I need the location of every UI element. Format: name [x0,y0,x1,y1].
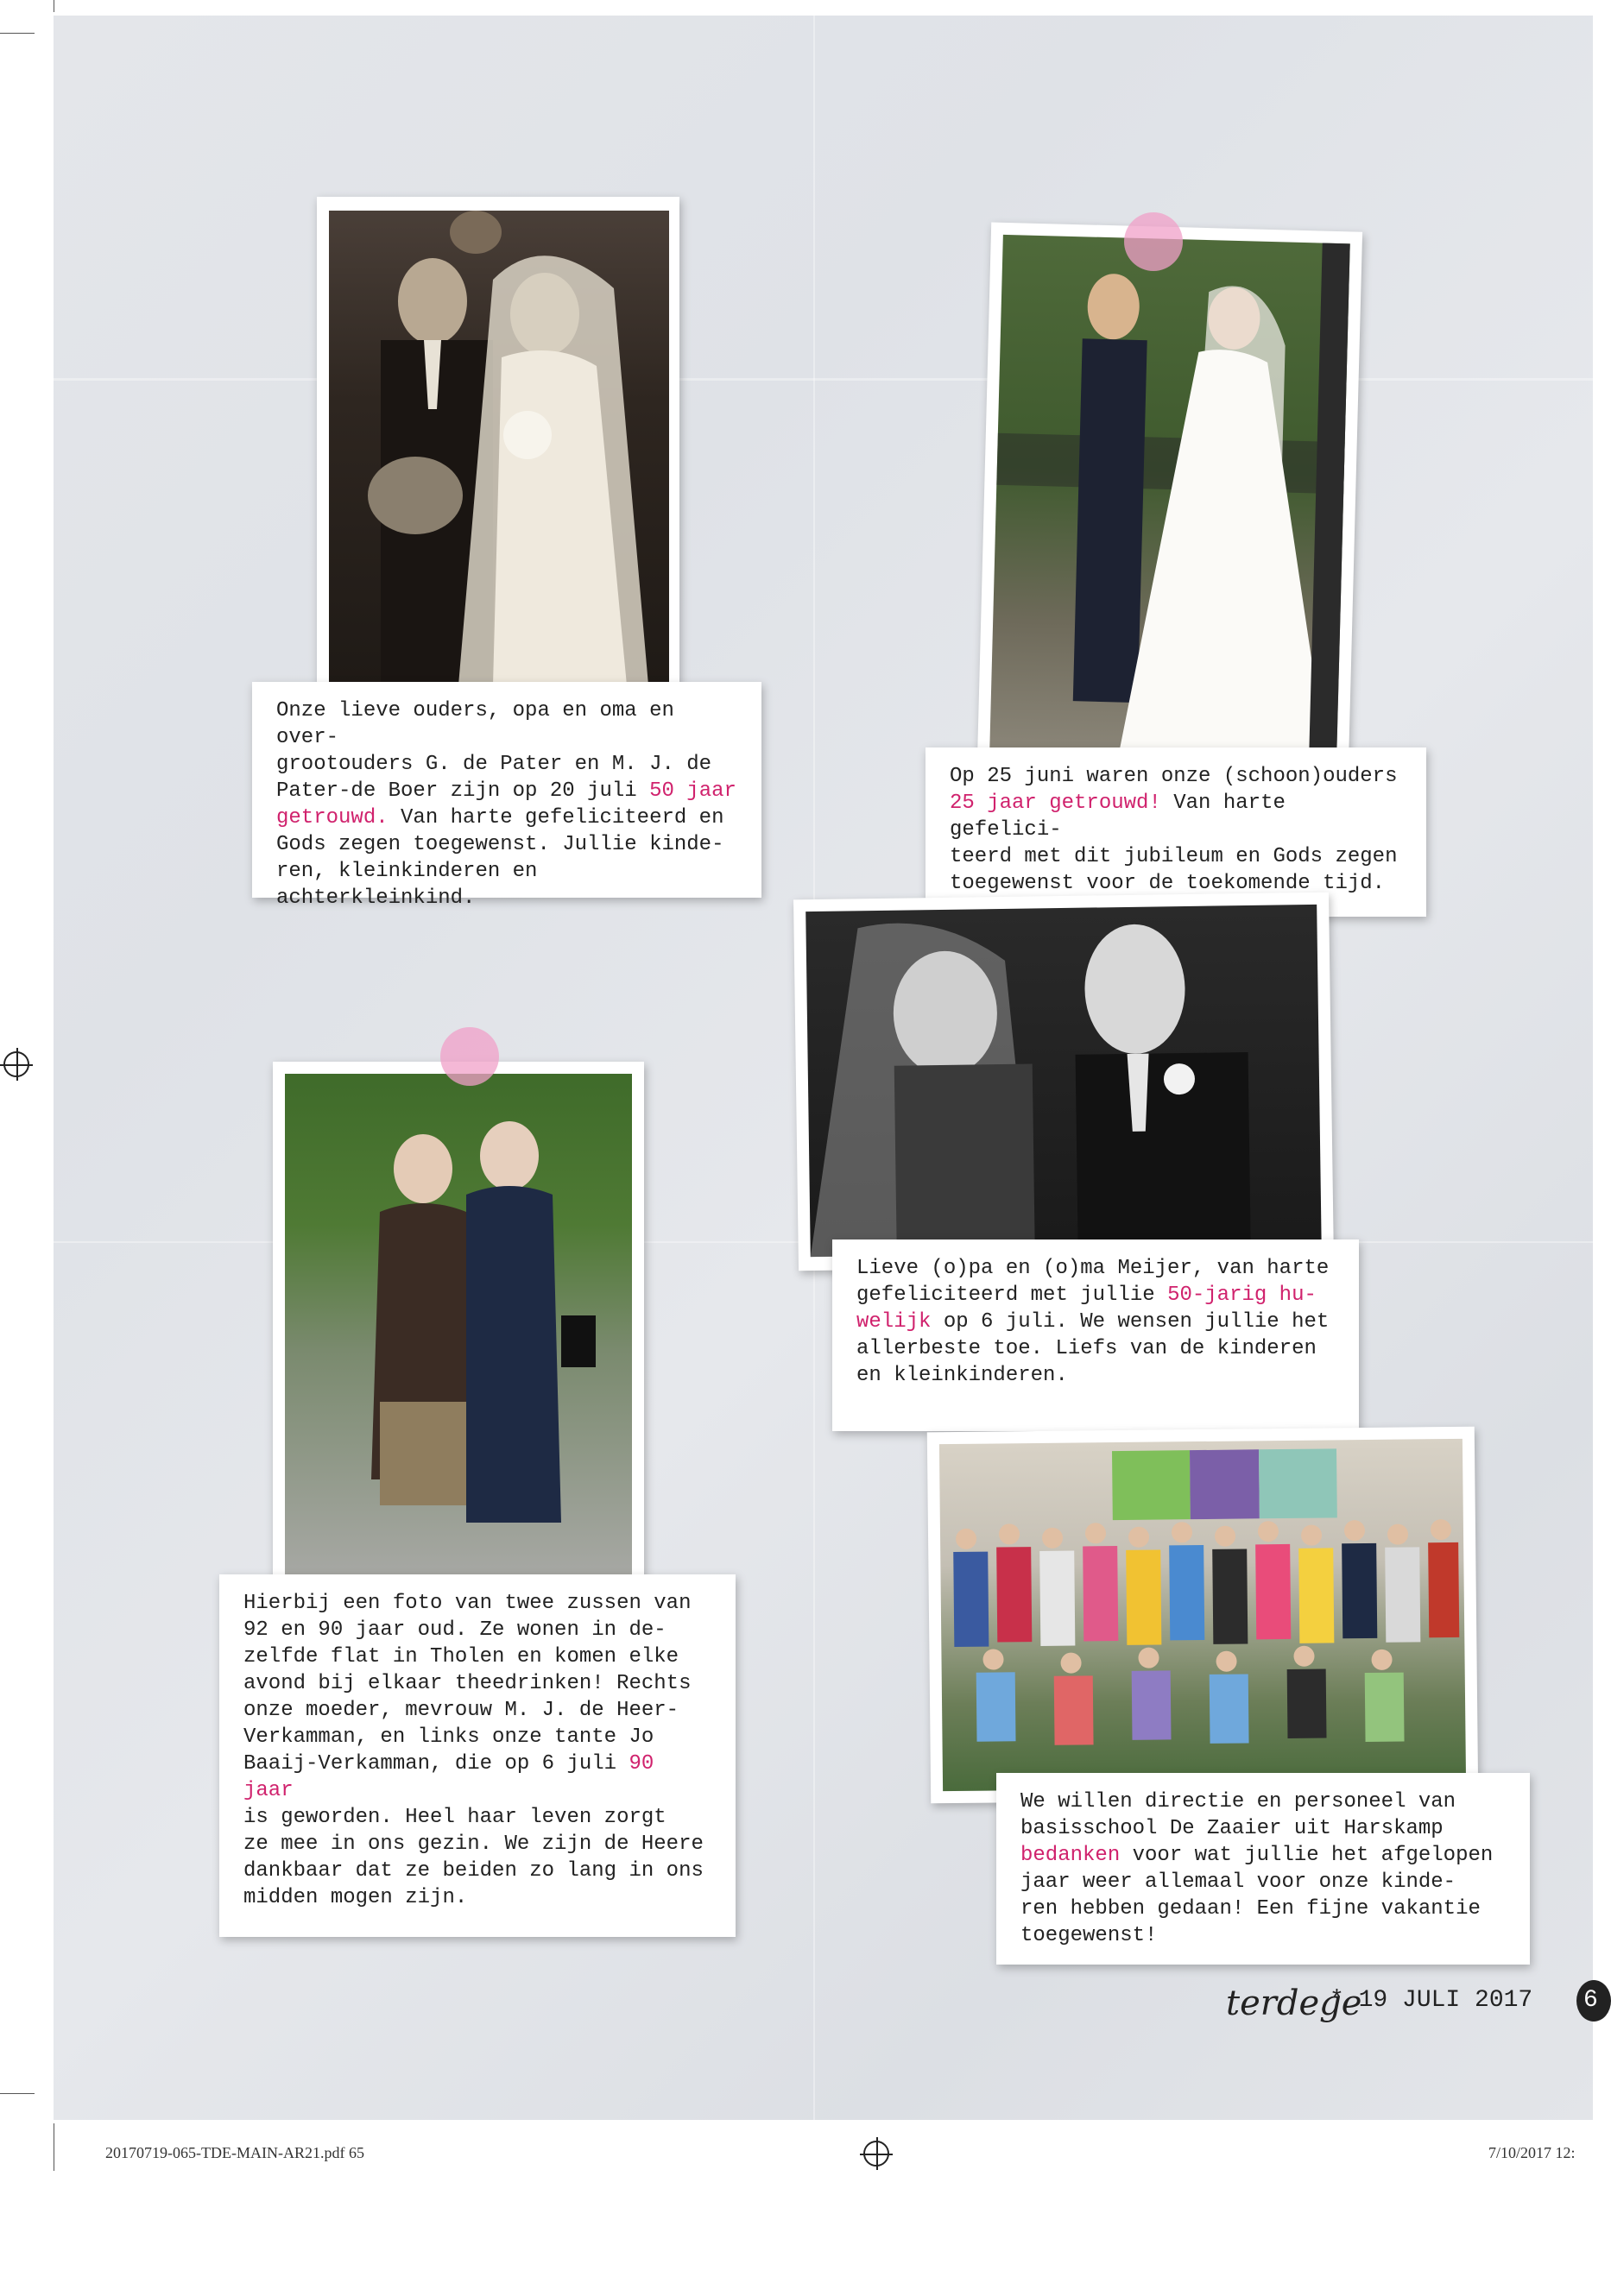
note-line: Op 25 juni waren onze (schoon)ouders [950,765,1398,788]
wedding-couple-illustration [329,211,669,685]
highlight-text: 50 jaar [649,779,736,803]
note-school [996,1773,1530,1965]
photo-meijer-wedding [793,893,1334,1271]
highlight-text: getrouwd. [276,806,389,829]
note-text: Van harte gefeliciteerd en [388,806,724,829]
pink-pin [440,1027,499,1086]
note-line: We willen directie en personeel van [1020,1790,1456,1813]
magazine-brand: terdege [1226,1984,1362,2023]
sisters-photo-image [285,1074,632,1576]
note-line [950,790,1402,843]
note-line: toegewenst voor de toekomende tijd. [950,872,1386,895]
note-text: voor wat jullie het afgelopen [1120,1844,1494,1867]
note-line: 92 en 90 jaar oud. Ze wonen in de- [243,1618,667,1642]
note-line: Hierbij een foto van twee zussen van [243,1592,692,1615]
note-line: is geworden. Heel haar leven zorgt [243,1806,667,1829]
note-line [276,778,737,804]
note-line: zelfde flat in Tholen en komen elke [243,1645,679,1668]
school-group-illustration [939,1439,1466,1791]
note-line: teerd met dit jubileum en Gods zegen [950,845,1398,868]
registration-mark [863,2141,889,2167]
note-zussen [219,1574,736,1937]
note-text: Pater-de Boer zijn op 20 juli [276,779,650,803]
highlight-text: 90 jaar [243,1752,654,1802]
photo-school-staff [927,1427,1478,1804]
print-slug-timestamp: 7/10/2017 12: [1488,2144,1576,2161]
balcony-photo-image [989,235,1349,758]
school-photo-image [939,1439,1466,1791]
note-line [243,1750,711,1804]
note-line: Onze lieve ouders, opa en oma en over- [276,699,674,749]
sisters-illustration [285,1074,632,1576]
note-line: dankbaar dat ze beiden zo lang in ons [243,1859,704,1883]
note-line [856,1282,1335,1309]
registration-mark [3,1051,29,1077]
note-line [1020,1842,1506,1869]
wedding-photo-image [329,211,669,685]
photo-sisters [273,1062,644,1588]
note-line: onze moeder, mevrouw M. J. de Heer- [243,1699,679,1722]
note-text: op 6 juli. We wensen jullie het [931,1310,1330,1334]
crop-mark [0,33,35,34]
note-schoonouders [926,747,1426,917]
note-line: basisschool De Zaaier uit Harskamp [1020,1817,1444,1840]
highlight-text: welijk [856,1310,932,1334]
note-text: Van harte gefelici- [950,792,1286,842]
note-line: grootouders G. de Pater en M. J. de [276,753,712,776]
note-pater [252,682,761,910]
note-line: jaar weer allemaal voor onze kinde- [1020,1870,1456,1894]
note-line: allerbeste toe. Liefs van de kinderen [856,1337,1317,1360]
page-number: 6 [1576,1980,1611,2022]
balcony-couple-illustration [989,235,1349,758]
crop-mark [0,2093,35,2094]
note-line [276,804,737,831]
note-text: gefeliciteerd met jullie [856,1284,1168,1307]
note-meijer [832,1239,1359,1431]
note-line: toegewenst! [1020,1924,1158,1947]
highlight-text: bedanken [1020,1844,1121,1867]
magazine-page [54,16,1593,2120]
note-text: Baaij-Verkamman, die op 6 juli [243,1752,629,1776]
note-line: ren, kleinkinderen en achterkleinkind. [276,860,538,910]
note-line: Verkamman, en links onze tante Jo [243,1725,654,1749]
pink-pin [1124,212,1183,271]
fabric-fold [54,378,1593,381]
note-line: midden mogen zijn. [243,1886,468,1909]
note-line: en kleinkinderen. [856,1364,1068,1387]
note-line: ze mee in ons gezin. We zijn de Heere [243,1832,704,1856]
photo-pater-wedding [317,197,679,697]
print-slug-filename: 20170719-065-TDE-MAIN-AR21.pdf 65 [105,2144,364,2161]
highlight-text: 50-jarig hu- [1167,1284,1317,1307]
note-line: Gods zegen toegewenst. Jullie kinde- [276,833,724,856]
meijer-couple-illustration [806,905,1322,1257]
note-line: ren hebben gedaan! Een fijne vakantie [1020,1897,1481,1921]
note-line [856,1309,1335,1335]
note-line: avond bij elkaar theedrinken! Rechts [243,1672,692,1695]
note-line: Lieve (o)pa en (o)ma Meijer, van harte [856,1257,1330,1280]
issue-date: * 19 JULI 2017 [1330,1987,1533,2014]
photo-schoonouders-wedding [977,222,1362,771]
meijer-photo-image [806,905,1322,1257]
highlight-text: 25 jaar getrouwd! [950,792,1161,815]
